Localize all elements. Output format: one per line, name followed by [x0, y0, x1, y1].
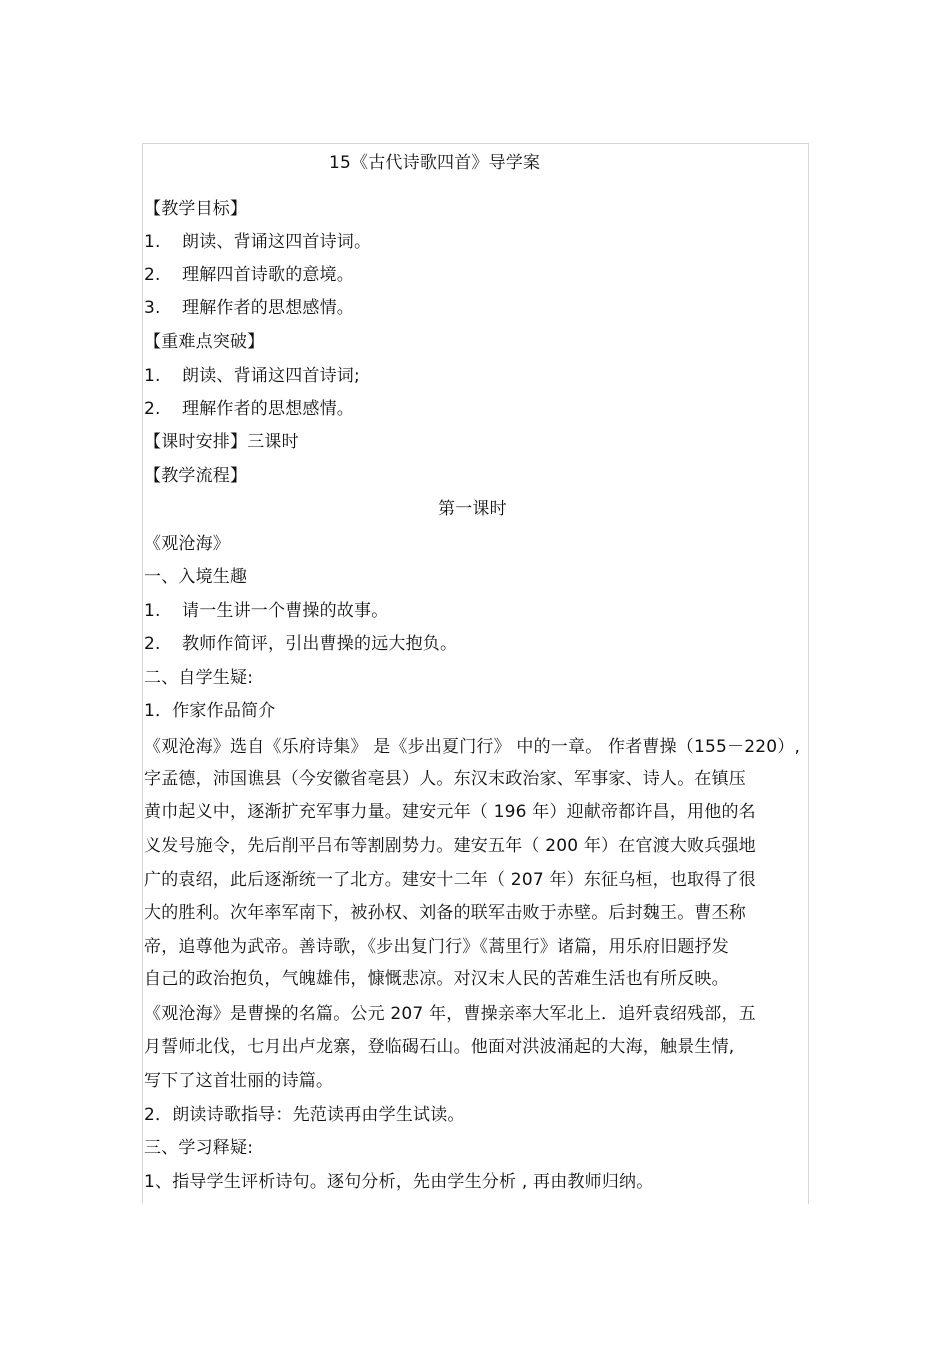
- item-number: 2.: [144, 634, 161, 654]
- item-text: 教师作简评，引出曹操的远大抱负。: [182, 634, 458, 654]
- intro-paragraph-line: 大的胜利。次年率军南下，被孙权、刘备的联军击败于赤壁。后封魏王。曹丕称: [144, 903, 746, 923]
- schedule-line: 【课时安排】三课时: [144, 432, 299, 452]
- item-text: 理解作者的思想感情。: [182, 298, 354, 318]
- item-text: 理解作者的思想感情。: [182, 399, 354, 419]
- item-number: 3.: [144, 298, 161, 318]
- item-number: 2.: [144, 399, 161, 419]
- poem-title: 《观沧海》: [144, 534, 230, 554]
- section1-item-2: [144, 633, 457, 655]
- item-number: 1.: [144, 601, 161, 621]
- intro-paragraph-line: 广的袁绍，此后逐渐统一了北方。建安十二年（ 207 年）东征乌桓，也取得了很: [144, 870, 756, 890]
- intro-paragraph-line: 写下了这首壮丽的诗篇。: [144, 1071, 334, 1091]
- item-text: 请一生讲一个曹操的故事。: [182, 601, 389, 621]
- document-title: 15《古代诗歌四首》导学案: [329, 153, 541, 173]
- objective-item-2: [144, 264, 354, 286]
- section2-item-1: 1．作家作品简介: [144, 701, 276, 721]
- item-number: 1.: [144, 232, 161, 252]
- section-heading-1: 一、入境生趣: [144, 567, 248, 587]
- section1-item-1: [144, 600, 388, 622]
- section2-item-2: 2．朗读诗歌指导：先范读再由学生试读。: [144, 1105, 465, 1125]
- lesson-heading: 第一课时: [438, 499, 507, 519]
- keypoints-heading: 【重难点突破】: [144, 332, 265, 352]
- intro-paragraph-line: 黄巾起义中，逐渐扩充军事力量。建安元年（ 196 年）迎献帝都许昌，用他的名: [144, 802, 756, 822]
- section-heading-2: 二、自学生疑:: [144, 668, 254, 688]
- intro-paragraph-line: 自己的政治抱负，气魄雄伟，慷慨悲凉。对汉末人民的苦难生活也有所反映。: [144, 969, 729, 989]
- item-number: 2.: [144, 265, 161, 285]
- item-number: 1.: [144, 366, 161, 386]
- section3-item-1: 1、指导学生评析诗句。逐句分析，先由学生分析 , 再由教师归纳。: [144, 1172, 654, 1192]
- intro-paragraph-line: 《观沧海》是曹操的名篇。公元 207 年，曹操亲率大军北上．追歼袁绍残部，五: [144, 1004, 756, 1024]
- intro-paragraph-line: 义发号施令，先后削平吕布等割剧势力。建安五年（ 200 年）在官渡大败兵强地: [144, 836, 756, 856]
- intro-paragraph-line: 月誓师北伐，七月出卢龙寨，登临碣石山。他面对洪波涌起的大海，触景生情,: [144, 1037, 735, 1057]
- intro-paragraph-line: 帝，追尊他为武帝。善诗歌，《步出复门行》《蒿里行》诸篇，用乐府旧题抒发: [144, 937, 729, 957]
- section-heading-3: 三、学习释疑:: [144, 1138, 254, 1158]
- item-text: 朗读、背诵这四首诗词;: [182, 366, 360, 386]
- process-heading: 【教学流程】: [144, 466, 248, 486]
- intro-paragraph-line: 《观沧海》选自《乐府诗集》 是《步出夏门行》 中的一章。 作者曹操（155－220）,: [144, 737, 801, 757]
- objective-item-1: [144, 231, 371, 253]
- item-text: 理解四首诗歌的意境。: [182, 265, 354, 285]
- keypoint-item-1: [144, 365, 360, 387]
- item-text: 朗读、背诵这四首诗词。: [182, 232, 372, 252]
- objectives-heading: 【教学目标】: [144, 199, 248, 219]
- objective-item-3: [144, 297, 354, 319]
- keypoint-item-2: [144, 398, 354, 420]
- intro-paragraph-line: 字孟德，沛国谯县（今安徽省亳县）人。东汉末政治家、军事家、诗人。在镇压: [144, 769, 746, 789]
